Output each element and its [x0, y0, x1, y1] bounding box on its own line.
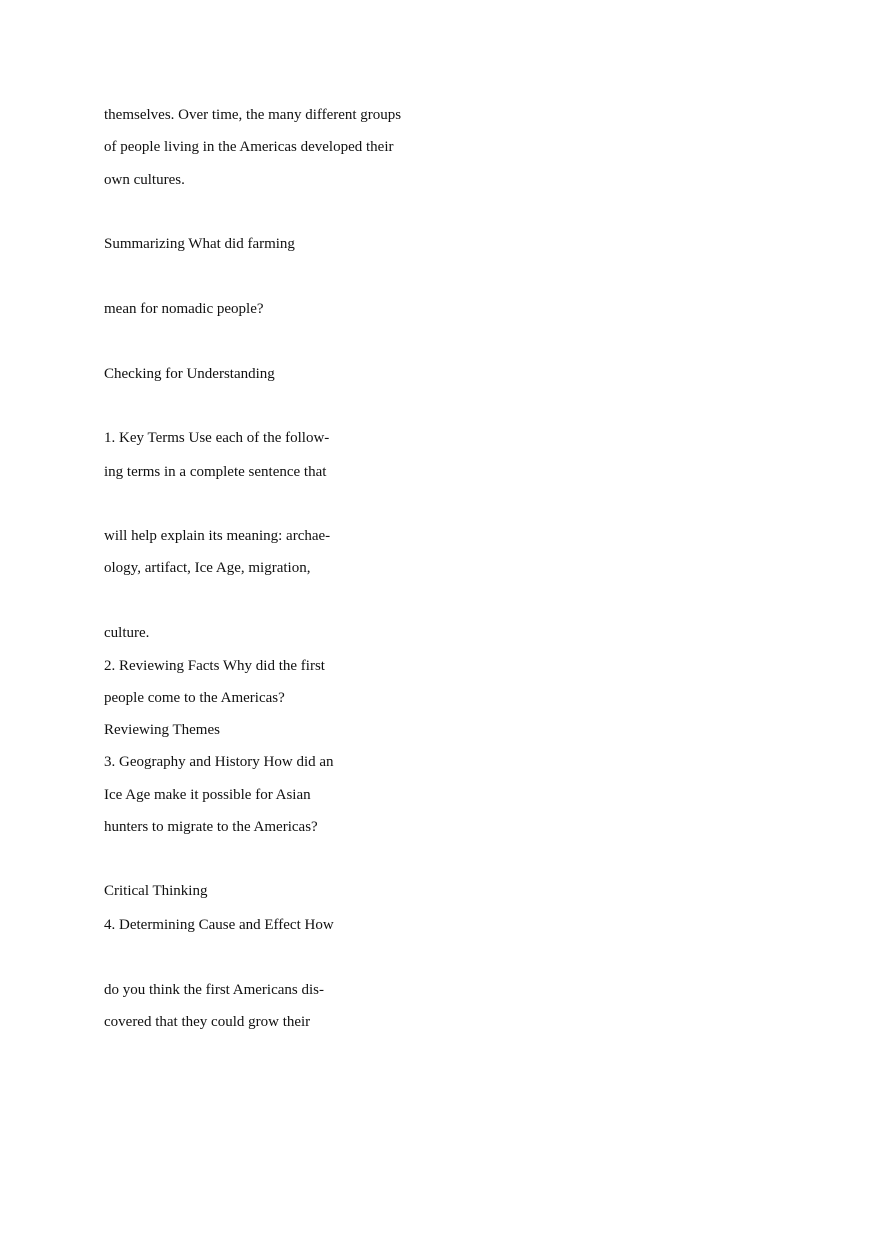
question-line: Ice Age make it possible for Asian: [104, 787, 311, 803]
text-line: of people living in the Americas developed their: [104, 139, 394, 155]
text-line: themselves. Over time, the many different groups: [104, 107, 402, 123]
section-heading: Checking for Understanding: [104, 366, 275, 382]
section-heading: Critical Thinking: [104, 883, 208, 899]
section-heading: Reviewing Themes: [104, 722, 220, 738]
question-prompt: Summarizing What did farming: [104, 236, 295, 252]
question-line: do you think the first Americans dis-: [104, 982, 324, 998]
question-line: hunters to migrate to the Americas?: [104, 819, 318, 835]
question-line: 4. Determining Cause and Effect How: [104, 917, 334, 933]
question-line: 3. Geography and History How did an: [104, 754, 334, 770]
question-prompt: mean for nomadic people?: [104, 301, 264, 317]
question-line: will help explain its meaning: archae-: [104, 528, 331, 544]
text-line: own cultures.: [104, 172, 185, 188]
question-line: covered that they could grow their: [104, 1014, 311, 1030]
question-line: 1. Key Terms Use each of the follow-: [104, 430, 330, 446]
question-line: 2. Reviewing Facts Why did the first: [104, 658, 325, 674]
question-line: culture.: [104, 625, 150, 641]
question-line: ology, artifact, Ice Age, migration,: [104, 560, 311, 576]
question-line: ing terms in a complete sentence that: [104, 464, 327, 480]
question-line: people come to the Americas?: [104, 690, 285, 706]
